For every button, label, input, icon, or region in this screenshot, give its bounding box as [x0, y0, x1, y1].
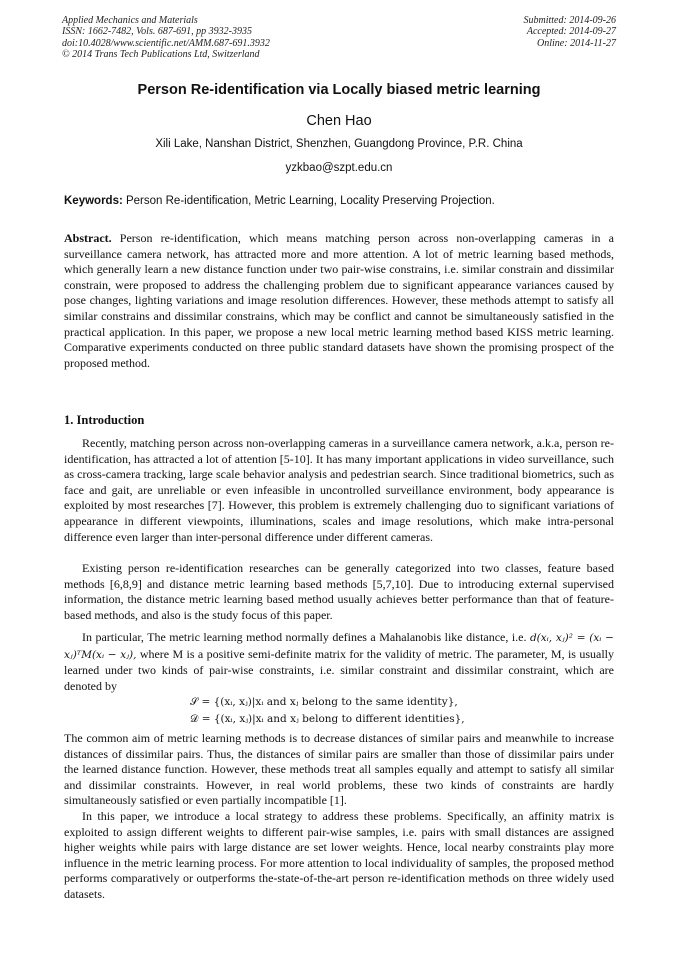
publication-dates [524, 15, 617, 49]
intro-paragraph-1: Recently, matching person across non-overlapping cameras in a surveillance camera network, a.k.a, person re-identification, has attracted a lot of attention [5-10]. It has many important applications in video surveillance, such as cross-camera tracking, large scale behavior analysis and pedestrian search. Since traditional biometrics, such as face and gait, are unreliable or even infeasible in uncontrolled surveillance environment, body appearance is exploited by most researches [7]. However, this problem is extremely challenging duo to significant variations of appearance in different viewpoints, illuminations, scales and image resolutions, which make intra-personal difference even larger than inter-personal difference under different cameras. [64, 436, 614, 544]
keywords [64, 195, 614, 207]
journal-doi: doi:10.4028/www.scientific.net/AMM.687-691.3932 [62, 37, 270, 49]
intro-paragraph-3 [64, 630, 614, 694]
intro-paragraph-4: The common aim of metric learning methods is to decrease distances of similar pairs and meanwhile to increase distances of dissimilar pairs. Thus, the distances of similar pairs are smaller than those of dissimilar pairs under the learned distance function. However, these methods treat all samples equally and attempt to satisfy all similar and dissimilar constraints. However, in real world problems, these two kinds of constraints are hardly simultaneously satisfied or even partially incompatible [1]. [64, 731, 614, 808]
author-email: yzkbao@szpt.edu.cn [285, 162, 393, 174]
submitted-date: Submitted: 2014-09-26 [523, 15, 616, 26]
author-affiliation: Xili Lake, Nanshan District, Shenzhen, Guangdong Province, P.R. China [155, 138, 523, 150]
p3-text-b: where M is a positive semi-definite matrix for the validity of metric. The parameter, M, is usually learned under two kinds of pair-wise constraints, i.e. similar constraint and dissimilar constraint, which are denoted by [64, 646, 614, 693]
abstract [64, 231, 614, 371]
journal-name: Applied Mechanics and Materials [62, 15, 198, 26]
intro-paragraph-5: In this paper, we introduce a local strategy to address these problems. Specifically, an affinity matrix is exploited to assign different weights to different pair-wise samples, i.e. pairs with small distances are assigned higher weights while pairs with large distance are set lower weights. Hence, local nearby constraints play more influence in the metric learning process. For more attention to local individuality of samples, the proposed method performs comparatively or outperforms the-state-of-the-art person re-identification methods on three widely used datasets. [64, 809, 614, 901]
abstract-text: Person re-identification, which means matching person across non-overlapping cameras in a surveillance camera network, has attracted more and more attention. A lot of metric learning based methods, which generally learn a new distance function under two pair-wise constrains, i.e. similar constrain and dissimilar constrain, were proposed to address the challenging problem due to significant appearance variances caused by pose changes, lighting variations and image resolution differences. However, these methods attempt to satisfy all similar constrains and dissimilar constrains, which may be conflict and cannot be simultaneously satisfied in the practical application. In this paper, we propose a new local metric learning method based KISS metric learning. Comparative experiments conducted on three public standard datasets have shown the promising prospect of the proposed method. [64, 231, 614, 370]
p3-text-a: In particular, The metric learning method normally defines a Mahalanobis like distance, i.e. [82, 630, 530, 644]
keywords-text: Person Re-identification, Metric Learning, Locality Preserving Projection. [122, 195, 495, 207]
paper-title: Person Re-identification via Locally biased metric learning [137, 82, 541, 98]
section-heading: 1. Introduction [64, 413, 145, 427]
journal-info [62, 15, 270, 61]
intro-paragraph-2: Existing person re-identification researches can be generally categorized into two classes, feature based methods [6,8,9] and distance metric learning based methods [5,7,10]. Due to introducing external supervised information, the distance metric learning based method usually achieves better performance than that of feature-based methods, and also is the study focus of this paper. [64, 561, 614, 622]
journal-copyright: © 2014 Trans Tech Publications Ltd, Switzerland [62, 49, 260, 61]
accepted-date: Accepted: 2014-09-27 [526, 26, 616, 38]
online-date: Online: 2014-11-27 [537, 37, 616, 49]
distance-formula: d(xᵢ, xⱼ)² = (xᵢ − xⱼ)ᵀM(xᵢ − xⱼ), [64, 632, 614, 661]
keywords-label: Keywords: [64, 195, 123, 207]
similar-constraint-equation: 𝒮 = {(xᵢ, xⱼ)|xᵢ and xⱼ belong to the same identity}, [190, 696, 458, 708]
abstract-label: Abstract. [64, 231, 112, 245]
journal-issn: ISSN: 1662-7482, Vols. 687-691, pp 3932-3935 [62, 26, 252, 38]
author-name: Chen Hao [306, 113, 372, 129]
dissimilar-constraint-equation: 𝒟 = {(xᵢ, xⱼ)|xᵢ and xⱼ belong to different identities}, [190, 713, 465, 725]
